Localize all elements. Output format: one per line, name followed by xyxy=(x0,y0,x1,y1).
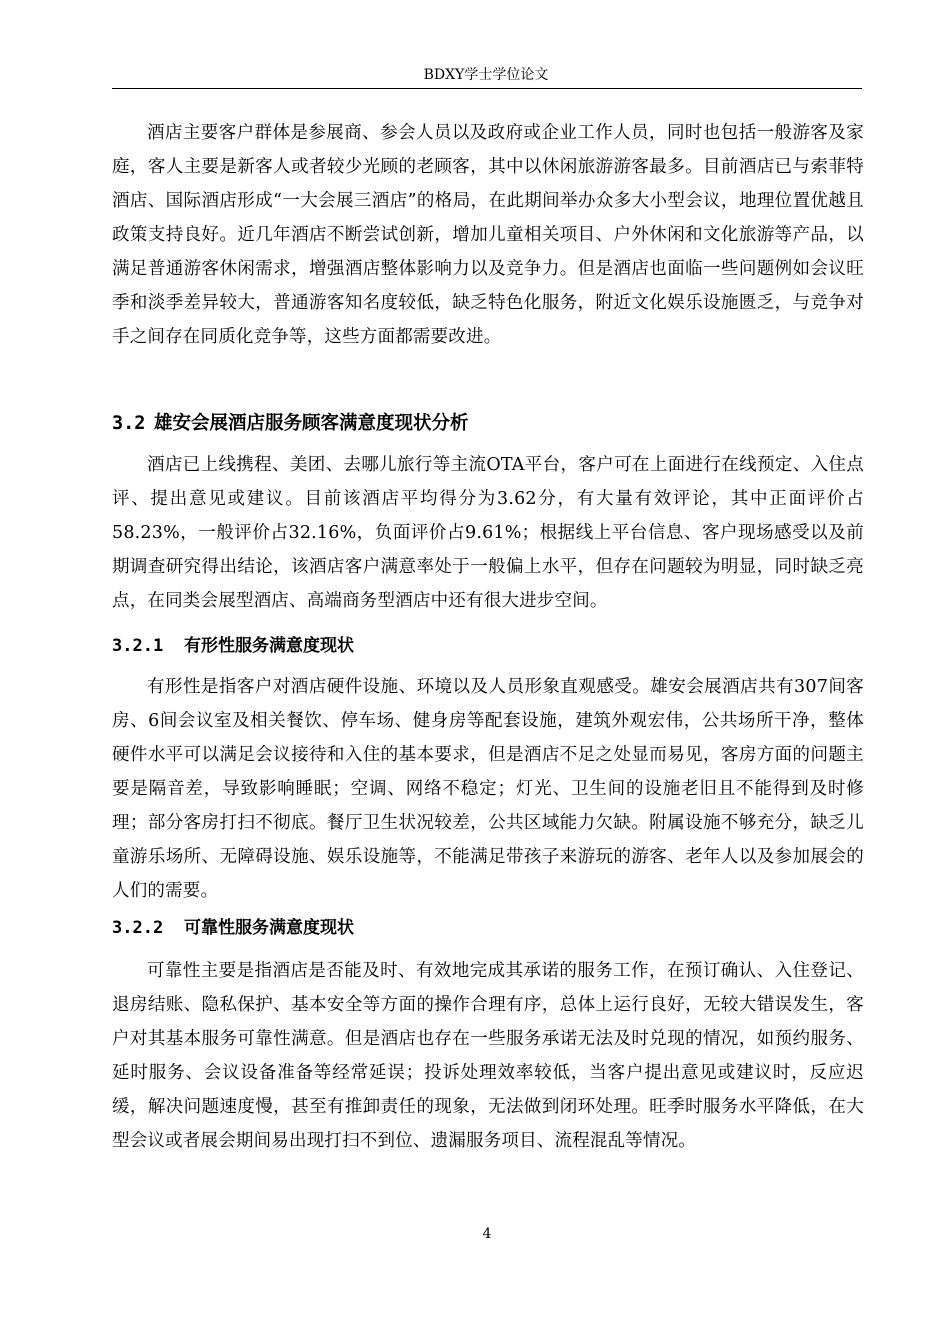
section-heading-3-2-1 xyxy=(112,632,354,660)
header-divider xyxy=(112,88,862,89)
section-heading-3-2-2 xyxy=(112,914,354,942)
section-number: 3.2.2 xyxy=(112,918,164,938)
running-header: BDXY学士学位论文 xyxy=(423,67,549,83)
paragraph-tangibility: 有形性是指客户对酒店硬件设施、环境以及人员形象直观感受。雄安会展酒店共有307间客房、6间会议室及相关餐饮、停车场、健身房等配套设施，建筑外观宏伟，公共场所干净，整体硬件水平可以满足会议接待和入住的基本要求，但是酒店不足之处显而易见，客房方面的问题主要是隔音差，导致影响睡眠；空调、网络不稳定；灯光、卫生间的设施老旧且不能得到及时修理；部分客房打扫不彻底。餐厅卫生状况较差，公共区域能力欠缺。附属设施不够充分，缺乏儿童游乐场所、无障碍设施、娱乐设施等，不能满足带孩子来游玩的游客、老年人以及参加展会的人们的需要。 xyxy=(112,677,864,901)
page-number: 4 xyxy=(482,1226,492,1242)
section-number: 3.2.1 xyxy=(112,636,164,656)
section-title: 可靠性服务满意度现状 xyxy=(184,918,354,938)
paragraph-satisfaction-status: 酒店已上线携程、美团、去哪儿旅行等主流OTA平台，客户可在上面进行在线预定、入住点评、提出意见或建议。目前该酒店平均得分为3.62分，有大量有效评论，其中正面评价占58.23%，一般评价占32.16%，负面评价占9.61%；根据线上平台信息、客户现场感受以及前期调查研究得出结论，该酒店客户满意率处于一般偏上水平，但存在问题较为明显，同时缺乏亮点，在同类会展型酒店、高端商务型酒店中还有很大进步空间。 xyxy=(112,455,864,611)
section-title: 有形性服务满意度现状 xyxy=(184,636,354,656)
section-title: 雄安会展酒店服务顾客满意度现状分析 xyxy=(154,413,469,434)
section-number: 3.2 xyxy=(112,413,146,434)
section-heading-3-2 xyxy=(112,409,469,439)
paragraph-customer-groups: 酒店主要客户群体是参展商、参会人员以及政府或企业工作人员，同时也包括一般游客及家庭，客人主要是新客人或者较少光顾的老顾客，其中以休闲旅游游客最多。目前酒店已与索菲特酒店、国际酒店形成“一大会展三酒店”的格局，在此期间举办众多大小型会议，地理位置优越且政策支持良好。近几年酒店不断尝试创新，增加儿童相关项目、户外休闲和文化旅游等产品，以满足普通游客休闲需求，增强酒店整体影响力以及竞争力。但是酒店也面临一些问题例如会议旺季和淡季差异较大，普通游客知名度较低，缺乏特色化服务，附近文化娱乐设施匮乏，与竞争对手之间存在同质化竞争等，这些方面都需要改进。 xyxy=(112,123,864,347)
paragraph-reliability: 可靠性主要是指酒店是否能及时、有效地完成其承诺的服务工作，在预订确认、入住登记、退房结账、隐私保护、基本安全等方面的操作合理有序，总体上运行良好，无较大错误发生，客户对其基本服务可靠性满意。但是酒店也存在一些服务承诺无法及时兑现的情况，如预约服务、延时服务、会议设备准备等经常延误；投诉处理效率较低，当客户提出意见或建议时，反应迟缓，解决问题速度慢，甚至有推卸责任的现象，无法做到闭环处理。旺季时服务水平降低，在大型会议或者展会期间易出现打扫不到位、遗漏服务项目、流程混乱等情况。 xyxy=(112,961,864,1151)
